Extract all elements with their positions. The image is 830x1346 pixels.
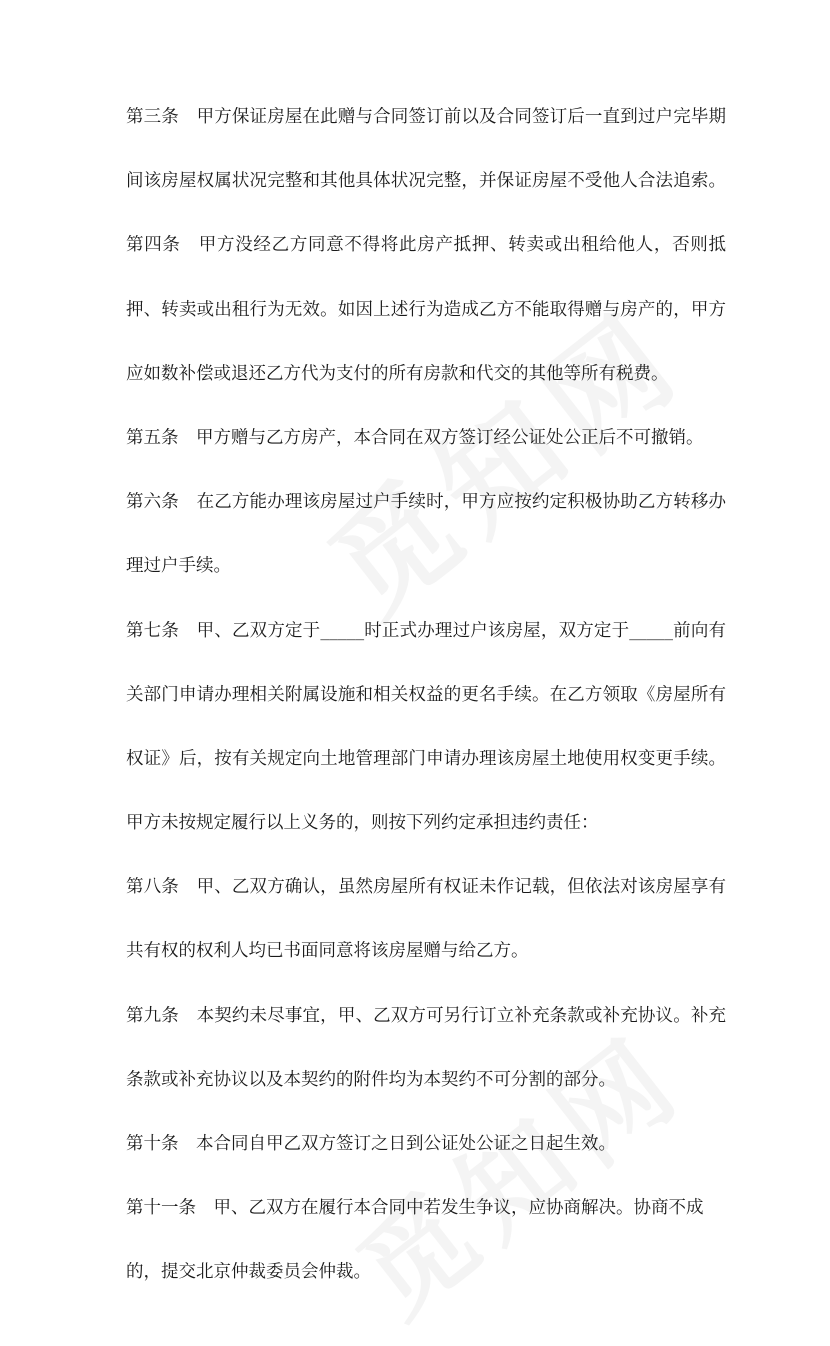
text-line: 应如数补偿或退还乙方代为支付的所有房款和代交的其他等所有税费。 xyxy=(126,363,669,384)
text-line: 的，提交北京仲裁委员会仲裁。 xyxy=(126,1262,371,1283)
text-line: 第十条 本合同自甲乙双方签订之日到公证处公证之日起生效。 xyxy=(126,1134,616,1154)
text-line: 押、转卖或出租行为无效。如因上述行为造成乙方不能取得赠与房产的，甲方 xyxy=(126,299,726,320)
text-line: 第十一条 甲、乙双方在履行本合同中若发生争议，应协商解决。协商不成 xyxy=(126,1198,704,1219)
text-line: 权证》后，按有关规定向土地管理部门申请办理该房屋土地使用权变更手续。 xyxy=(126,748,726,769)
text-line: 第五条 甲方赠与乙方房产，本合同在双方签订经公证处公正后不可撤销。 xyxy=(126,427,704,448)
text-line: 第七条 甲、乙双方定于_____时正式办理过户该房屋，双方定于_____前向有 xyxy=(126,620,726,641)
document-body xyxy=(126,98,726,1318)
text-line: 第三条 甲方保证房屋在此赠与合同签订前以及合同签订后一直到过户完毕期 xyxy=(126,107,726,127)
text-line: 第九条 本契约未尽事宜，甲、乙双方可另行订立补充条款或补充协议。补充 xyxy=(126,1005,726,1026)
text-line: 理过户手续。 xyxy=(126,556,231,577)
text-line: 共有权的权利人均已书面同意将该房屋赠与给乙方。 xyxy=(126,941,529,962)
text-line: 间该房屋权属状况完整和其他具体状况完整，并保证房屋不受他人合法追索。 xyxy=(126,171,726,192)
text-line: 条款或补充协议以及本契约的附件均为本契约不可分割的部分。 xyxy=(126,1069,616,1090)
text-line: 第四条 甲方没经乙方同意不得将此房产抵押、转卖或出租给他人，否则抵 xyxy=(126,235,726,256)
text-line: 关部门申请办理相关附属设施和相关权益的更名手续。在乙方领取《房屋所有 xyxy=(126,684,726,705)
text-line: 甲方未按规定履行以上义务的，则按下列约定承担违约责任： xyxy=(126,813,599,834)
text-line: 第六条 在乙方能办理该房屋过户手续时，甲方应按约定积极协助乙方转移办 xyxy=(126,492,726,513)
text-line: 第八条 甲、乙双方确认，虽然房屋所有权证未作记载，但依法对该房屋享有 xyxy=(126,877,726,898)
